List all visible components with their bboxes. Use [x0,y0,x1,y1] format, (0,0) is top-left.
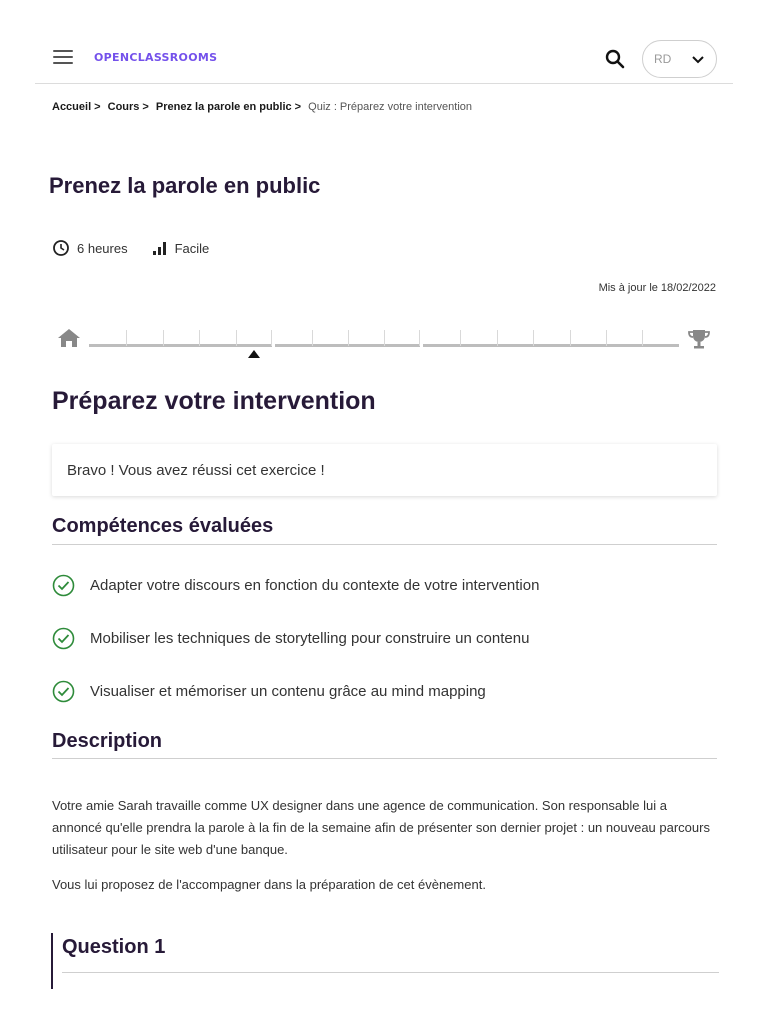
breadcrumb: Accueil > Cours > Prenez la parole en public > Quiz : Préparez votre intervention [52,101,472,113]
breadcrumb-current: Quiz : Préparez votre intervention [308,101,472,113]
description-paragraph: Votre amie Sarah travaille comme UX designer dans une agence de communication. Son responsable lui a annoncé qu'elle prendra la parole à la fin de la semaine afin de présenter son dernier projet : un nouveau parcours utilisateur pour le site web d'une banque. [52,798,710,857]
trophy-icon[interactable] [686,327,712,351]
check-circle-icon [52,574,75,597]
avatar: RD [654,52,672,66]
skill-item: Mobiliser les techniques de storytelling pour construire un contenu [52,627,529,650]
breadcrumb-course[interactable]: Prenez la parole en public [155,101,292,113]
question-block [51,933,717,989]
progress-marker [248,350,260,358]
skill-item: Adapter votre discours en fonction du contexte de votre intervention [52,574,539,597]
difficulty-bars-icon [150,239,168,257]
top-header [35,30,733,84]
breadcrumb-home[interactable]: Accueil [52,101,92,113]
updated-date: Mis à jour le 18/02/2022 [598,282,716,294]
skill-item: Visualiser et mémoriser un contenu grâce au mind mapping [52,680,486,703]
progress-part-1[interactable] [89,344,272,347]
menu-icon[interactable] [53,50,73,66]
course-duration: 6 heures [77,240,128,256]
divider [52,544,717,545]
logo[interactable]: OPENCLASSROOMS [94,51,218,64]
user-menu-button[interactable] [642,40,717,78]
check-circle-icon [52,680,75,703]
course-meta [52,239,231,257]
divider [62,972,719,973]
search-icon[interactable] [603,47,627,71]
description-title: Description [52,730,163,752]
chevron-down-icon [691,53,705,67]
divider [52,758,717,759]
course-difficulty: Facile [174,240,210,256]
description-paragraph: Vous lui proposez de l'accompagner dans la préparation de cet évènement. [52,877,486,892]
course-title: Prenez la parole en public [49,173,321,198]
check-circle-icon [52,627,75,650]
question-title: Question 1 [62,936,166,958]
progress-part-3[interactable] [423,344,679,347]
success-message: Bravo ! Vous avez réussi cet exercice ! [52,444,717,496]
breadcrumb-courses[interactable]: Cours [107,101,140,113]
home-icon[interactable] [56,326,82,350]
skills-title: Compétences évaluées [52,515,274,537]
quiz-title: Préparez votre intervention [52,387,376,415]
clock-icon [52,239,70,257]
course-progress [56,324,716,364]
